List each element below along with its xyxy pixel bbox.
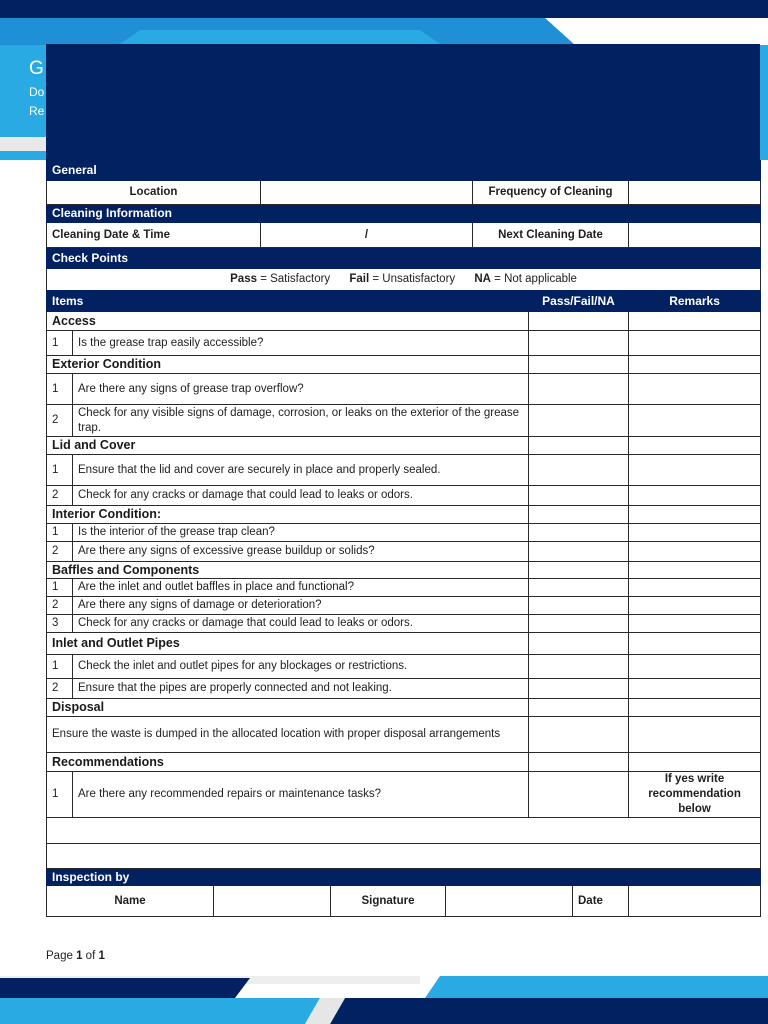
legend-pass-key: Pass <box>230 273 257 285</box>
remarks-cell[interactable] <box>629 455 761 486</box>
remarks-cell[interactable] <box>629 633 761 655</box>
general-row <box>47 181 761 205</box>
status-cell[interactable] <box>529 506 629 524</box>
section-lid <box>47 437 761 455</box>
remarks-cell[interactable] <box>629 597 761 615</box>
status-cell[interactable] <box>529 717 629 753</box>
item-question: Check for any cracks or damage that could lead to leaks or odors. <box>73 615 529 633</box>
remarks-cell[interactable] <box>629 331 761 356</box>
section-title: Access <box>47 312 529 331</box>
cleaning-date-label: Cleaning Date & Time <box>47 223 261 248</box>
section-title: Baffles and Components <box>47 562 529 579</box>
item-question: Are there any signs of grease trap overflow? <box>73 374 529 405</box>
item-number: 1 <box>47 655 73 679</box>
item-number: 1 <box>47 579 73 597</box>
item-question: Check the inlet and outlet pipes for any blockages or restrictions. <box>73 655 529 679</box>
remarks-column-header: Remarks <box>629 291 761 312</box>
status-cell[interactable] <box>529 542 629 562</box>
remarks-cell[interactable] <box>629 506 761 524</box>
document-subtitle-fragment: Do <box>29 85 45 99</box>
item-number: 2 <box>47 542 73 562</box>
table-row <box>47 405 761 437</box>
table-row <box>47 772 761 818</box>
general-bar <box>47 161 761 181</box>
status-cell[interactable] <box>529 772 629 818</box>
table-row <box>47 597 761 615</box>
status-cell[interactable] <box>529 312 629 331</box>
frequency-field[interactable] <box>629 181 761 205</box>
section-title: Disposal <box>47 699 529 717</box>
legend-pass-text: = Satisfactory <box>260 273 331 285</box>
section-title: Lid and Cover <box>47 437 529 455</box>
table-row <box>47 655 761 679</box>
section-pipes <box>47 633 761 655</box>
table-row <box>47 615 761 633</box>
signature-label: Signature <box>331 886 446 917</box>
remarks-cell[interactable] <box>629 579 761 597</box>
status-cell[interactable] <box>529 633 629 655</box>
frequency-label: Frequency of Cleaning <box>473 181 629 205</box>
location-field[interactable] <box>261 181 473 205</box>
status-cell[interactable] <box>529 753 629 772</box>
legend-na-text: = Not applicable <box>494 273 577 285</box>
remarks-cell[interactable] <box>629 562 761 579</box>
cleaning-row <box>47 223 761 248</box>
status-cell[interactable] <box>529 356 629 374</box>
next-cleaning-label: Next Cleaning Date <box>473 223 629 248</box>
status-cell[interactable] <box>529 331 629 356</box>
remarks-cell[interactable] <box>629 655 761 679</box>
remarks-cell[interactable] <box>629 486 761 506</box>
page-number <box>46 950 105 962</box>
table-row <box>47 524 761 542</box>
page-total: 1 <box>98 950 105 962</box>
status-legend <box>47 269 761 291</box>
page-current: 1 <box>76 950 83 962</box>
cleaning-bar <box>47 205 761 223</box>
next-cleaning-field[interactable] <box>629 223 761 248</box>
table-row <box>47 455 761 486</box>
status-cell[interactable] <box>529 524 629 542</box>
section-access <box>47 312 761 331</box>
item-number: 2 <box>47 405 73 437</box>
section-title: Exterior Condition <box>47 356 529 374</box>
status-cell[interactable] <box>529 437 629 455</box>
document-subtitle-fragment-2: Re <box>29 104 45 118</box>
legend-row <box>47 269 761 291</box>
legend-fail-key: Fail <box>349 273 370 285</box>
section-recommendations <box>47 753 761 772</box>
item-question: Ensure the waste is dumped in the allocated location with proper disposal arrangements <box>47 717 529 753</box>
remarks-cell[interactable] <box>629 524 761 542</box>
page-word: Page <box>46 950 73 962</box>
section-title: Inlet and Outlet Pipes <box>47 633 529 655</box>
item-number: 1 <box>47 331 73 356</box>
status-column-header: Pass/Fail/NA <box>529 291 629 312</box>
remarks-cell[interactable] <box>629 312 761 331</box>
inspection-row <box>47 886 761 917</box>
inspection-bar-label: Inspection by <box>47 869 761 886</box>
general-bar-label: General <box>47 161 761 181</box>
remarks-cell[interactable] <box>629 374 761 405</box>
item-number: 1 <box>47 524 73 542</box>
item-question: Are there any signs of excessive grease buildup or solids? <box>73 542 529 562</box>
table-row <box>47 579 761 597</box>
remarks-cell[interactable] <box>629 356 761 374</box>
item-number: 1 <box>47 374 73 405</box>
remarks-cell[interactable] <box>629 699 761 717</box>
item-question: Check for any visible signs of damage, corrosion, or leaks on the exterior of the grease trap. <box>73 405 529 437</box>
remarks-cell[interactable] <box>629 615 761 633</box>
name-label: Name <box>47 886 214 917</box>
status-cell[interactable] <box>529 405 629 437</box>
status-cell[interactable] <box>529 699 629 717</box>
name-field[interactable] <box>214 886 331 917</box>
section-baffles <box>47 562 761 579</box>
status-cell[interactable] <box>529 455 629 486</box>
remarks-cell[interactable] <box>629 405 761 437</box>
table-row <box>47 679 761 699</box>
location-label: Location <box>47 181 261 205</box>
item-question: Is the grease trap easily accessible? <box>73 331 529 356</box>
section-title: Interior Condition: <box>47 506 529 524</box>
section-exterior <box>47 356 761 374</box>
status-cell[interactable] <box>529 679 629 699</box>
table-row <box>47 542 761 562</box>
document-title-fragment: G <box>29 58 44 79</box>
checkpoints-bar <box>47 248 761 269</box>
item-number: 2 <box>47 486 73 506</box>
cleaning-date-field[interactable]: / <box>261 223 473 248</box>
table-row <box>47 717 761 753</box>
status-cell[interactable] <box>529 655 629 679</box>
item-question: Is the interior of the grease trap clean? <box>73 524 529 542</box>
remarks-cell[interactable] <box>629 679 761 699</box>
status-cell[interactable] <box>529 374 629 405</box>
signature-field[interactable] <box>446 886 573 917</box>
cleaning-bar-label: Cleaning Information <box>47 205 761 223</box>
status-cell[interactable] <box>529 615 629 633</box>
recommendation-line-1[interactable] <box>47 818 761 844</box>
item-question: Are there any signs of damage or deterioration? <box>73 597 529 615</box>
item-question: Ensure that the pipes are properly connected and not leaking. <box>73 679 529 699</box>
remarks-cell[interactable] <box>629 542 761 562</box>
remarks-cell[interactable] <box>629 717 761 753</box>
date-label: Date <box>573 886 629 917</box>
items-header-row <box>47 291 761 312</box>
recommendation-line-2[interactable] <box>47 844 761 869</box>
status-cell[interactable] <box>529 562 629 579</box>
item-question: Are there any recommended repairs or maintenance tasks? <box>73 772 529 818</box>
page-of: of <box>85 950 96 962</box>
section-title: Recommendations <box>47 753 529 772</box>
legend-na-key: NA <box>474 273 491 285</box>
status-cell[interactable] <box>529 579 629 597</box>
recommendation-blank-line <box>47 844 761 869</box>
table-row <box>47 486 761 506</box>
items-column-header: Items <box>47 291 529 312</box>
table-row <box>47 374 761 405</box>
item-number: 1 <box>47 772 73 818</box>
status-cell[interactable] <box>529 597 629 615</box>
legend-fail-text: = Unsatisfactory <box>372 273 456 285</box>
inspection-form <box>46 160 760 917</box>
item-number: 3 <box>47 615 73 633</box>
item-question: Are the inlet and outlet baffles in place and functional? <box>73 579 529 597</box>
header-navy-block <box>46 44 760 160</box>
inspection-bar <box>47 869 761 886</box>
item-question: Check for any cracks or damage that could lead to leaks or odors. <box>73 486 529 506</box>
section-interior <box>47 506 761 524</box>
section-disposal <box>47 699 761 717</box>
status-cell[interactable] <box>529 486 629 506</box>
form-table <box>46 160 761 917</box>
recommendation-blank-line <box>47 818 761 844</box>
item-number: 1 <box>47 455 73 486</box>
recommendation-note: If yes write recommendation below <box>629 772 761 818</box>
checkpoints-bar-label: Check Points <box>47 248 761 269</box>
remarks-cell[interactable] <box>629 437 761 455</box>
remarks-cell[interactable] <box>629 753 761 772</box>
date-field[interactable] <box>629 886 761 917</box>
item-number: 2 <box>47 597 73 615</box>
item-question: Ensure that the lid and cover are securely in place and properly sealed. <box>73 455 529 486</box>
footer-banner <box>0 970 768 1024</box>
item-number: 2 <box>47 679 73 699</box>
table-row <box>47 331 761 356</box>
